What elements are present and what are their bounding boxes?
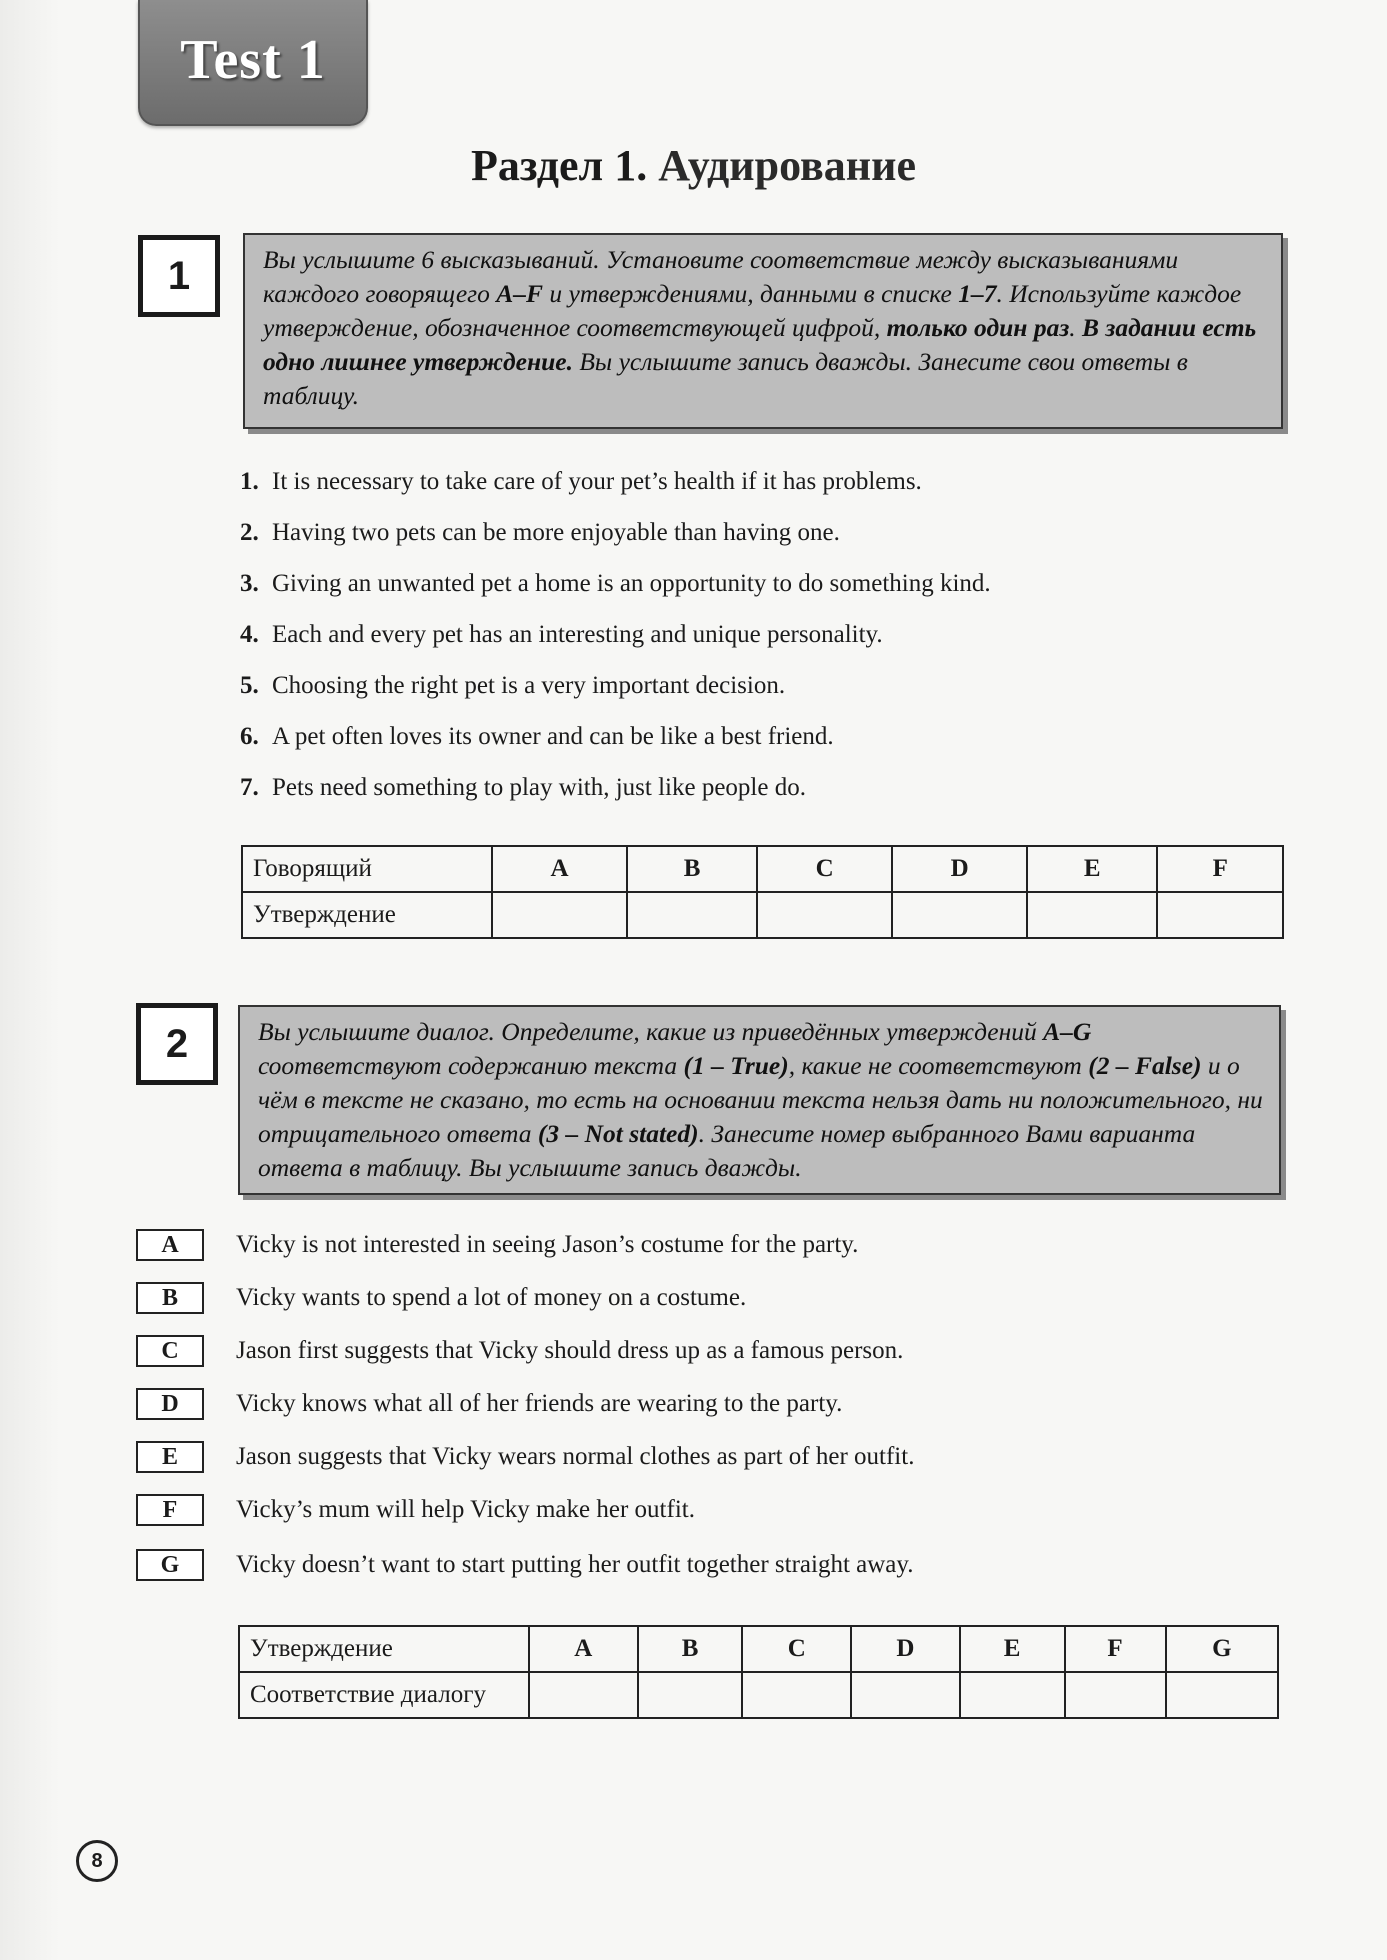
task-1-statement-list bbox=[240, 456, 991, 813]
list-item: 4. Each and every pet has an interesting and unique personality. bbox=[240, 620, 883, 648]
list-item: 3. Giving an unwanted pet a home is an opportunity to do something kind. bbox=[240, 569, 991, 597]
table-cell: F bbox=[1157, 846, 1283, 892]
table-cell: F bbox=[1065, 1626, 1166, 1672]
table-row-header: Говорящий bbox=[242, 846, 492, 892]
answer-cell[interactable] bbox=[742, 1672, 851, 1718]
answer-cell[interactable] bbox=[1027, 892, 1157, 938]
task-1-instructions: Вы услышите 6 высказываний. Установите соответствие между высказываниями каждого говорящего A–F и утверждениями, данными в списке 1–7. Используйте каждое утверждение, обозначенное соответствующей цифрой, только один раз. В задании есть одно лишнее утверждение. Вы услышите запись дважды. Занесите свои ответы в таблицу. bbox=[243, 233, 1283, 429]
section-title-number: Раздел 1. bbox=[470, 141, 648, 190]
page-edge bbox=[0, 0, 60, 1960]
list-item: B Vicky wants to spend a lot of money on a costume. bbox=[136, 1278, 746, 1318]
answer-cell[interactable] bbox=[638, 1672, 743, 1718]
table-row bbox=[239, 1626, 1278, 1672]
table-cell: A bbox=[492, 846, 627, 892]
test-tab bbox=[138, 0, 368, 126]
table-row-header: Утверждение bbox=[242, 892, 492, 938]
answer-cell[interactable] bbox=[1065, 1672, 1166, 1718]
table-row bbox=[239, 1672, 1278, 1718]
letter-box: F bbox=[136, 1494, 204, 1526]
table-cell: B bbox=[638, 1626, 743, 1672]
letter-box: G bbox=[136, 1549, 204, 1581]
table-cell: C bbox=[742, 1626, 851, 1672]
list-item: E Jason suggests that Vicky wears normal clothes as part of her outfit. bbox=[136, 1437, 914, 1477]
letter-box: C bbox=[136, 1335, 204, 1367]
answer-cell[interactable] bbox=[492, 892, 627, 938]
table-cell: B bbox=[627, 846, 757, 892]
table-cell: E bbox=[1027, 846, 1157, 892]
table-row-header: Соответствие диалогу bbox=[239, 1672, 529, 1718]
list-item: G Vicky doesn’t want to start putting her outfit together straight away. bbox=[136, 1545, 914, 1585]
list-item: 2. Having two pets can be more enjoyable than having one. bbox=[240, 518, 840, 546]
list-item: A Vicky is not interested in seeing Jason’s costume for the party. bbox=[136, 1225, 858, 1265]
task-2-number: 2 bbox=[136, 1003, 218, 1085]
page-number: 8 bbox=[76, 1840, 118, 1882]
table-cell: G bbox=[1166, 1626, 1278, 1672]
list-item: D Vicky knows what all of her friends are wearing to the party. bbox=[136, 1384, 842, 1424]
answer-cell[interactable] bbox=[892, 892, 1027, 938]
answer-cell[interactable] bbox=[851, 1672, 960, 1718]
task-1-number: 1 bbox=[138, 235, 220, 317]
table-cell: D bbox=[892, 846, 1027, 892]
table-cell: A bbox=[529, 1626, 638, 1672]
list-item: F Vicky’s mum will help Vicky make her outfit. bbox=[136, 1490, 695, 1530]
section-title-name: Аудирование bbox=[658, 141, 917, 190]
list-item: 1. It is necessary to take care of your pet’s health if it has problems. bbox=[240, 467, 922, 495]
table-row-header: Утверждение bbox=[239, 1626, 529, 1672]
letter-box: A bbox=[136, 1229, 204, 1261]
letter-box: D bbox=[136, 1388, 204, 1420]
table-cell: D bbox=[851, 1626, 960, 1672]
table-row bbox=[242, 892, 1283, 938]
list-item: 7. Pets need something to play with, just like people do. bbox=[240, 773, 806, 801]
answer-cell[interactable] bbox=[757, 892, 892, 938]
task-2-instructions: Вы услышите диалог. Определите, какие из приведённых утверждений A–G соответствуют содержанию текста (1 – True), какие не соответствуют (2 – False) и о чём в тексте не сказано, то есть на основании текста нельзя дать ни положительного, ни отрицательного ответа (3 – Not stated). Занесите номер выбранного Вами варианта ответа в таблицу. Вы услышите запись дважды. bbox=[238, 1005, 1281, 1195]
list-item: 5. Choosing the right pet is a very important decision. bbox=[240, 671, 786, 699]
task-1-answer-table bbox=[241, 845, 1284, 939]
table-cell: E bbox=[960, 1626, 1065, 1672]
answer-cell[interactable] bbox=[960, 1672, 1065, 1718]
answer-cell[interactable] bbox=[627, 892, 757, 938]
letter-box: E bbox=[136, 1441, 204, 1473]
test-label: Test 1 bbox=[180, 29, 326, 91]
letter-box: B bbox=[136, 1282, 204, 1314]
list-item: 6. A pet often loves its owner and can be like a best friend. bbox=[240, 722, 834, 750]
section-title bbox=[0, 140, 1387, 191]
list-item: C Jason first suggests that Vicky should dress up as a famous person. bbox=[136, 1331, 903, 1371]
answer-cell[interactable] bbox=[1157, 892, 1283, 938]
table-row bbox=[242, 846, 1283, 892]
task-2-answer-table bbox=[238, 1625, 1279, 1719]
answer-cell[interactable] bbox=[1166, 1672, 1278, 1718]
table-cell: C bbox=[757, 846, 892, 892]
answer-cell[interactable] bbox=[529, 1672, 638, 1718]
